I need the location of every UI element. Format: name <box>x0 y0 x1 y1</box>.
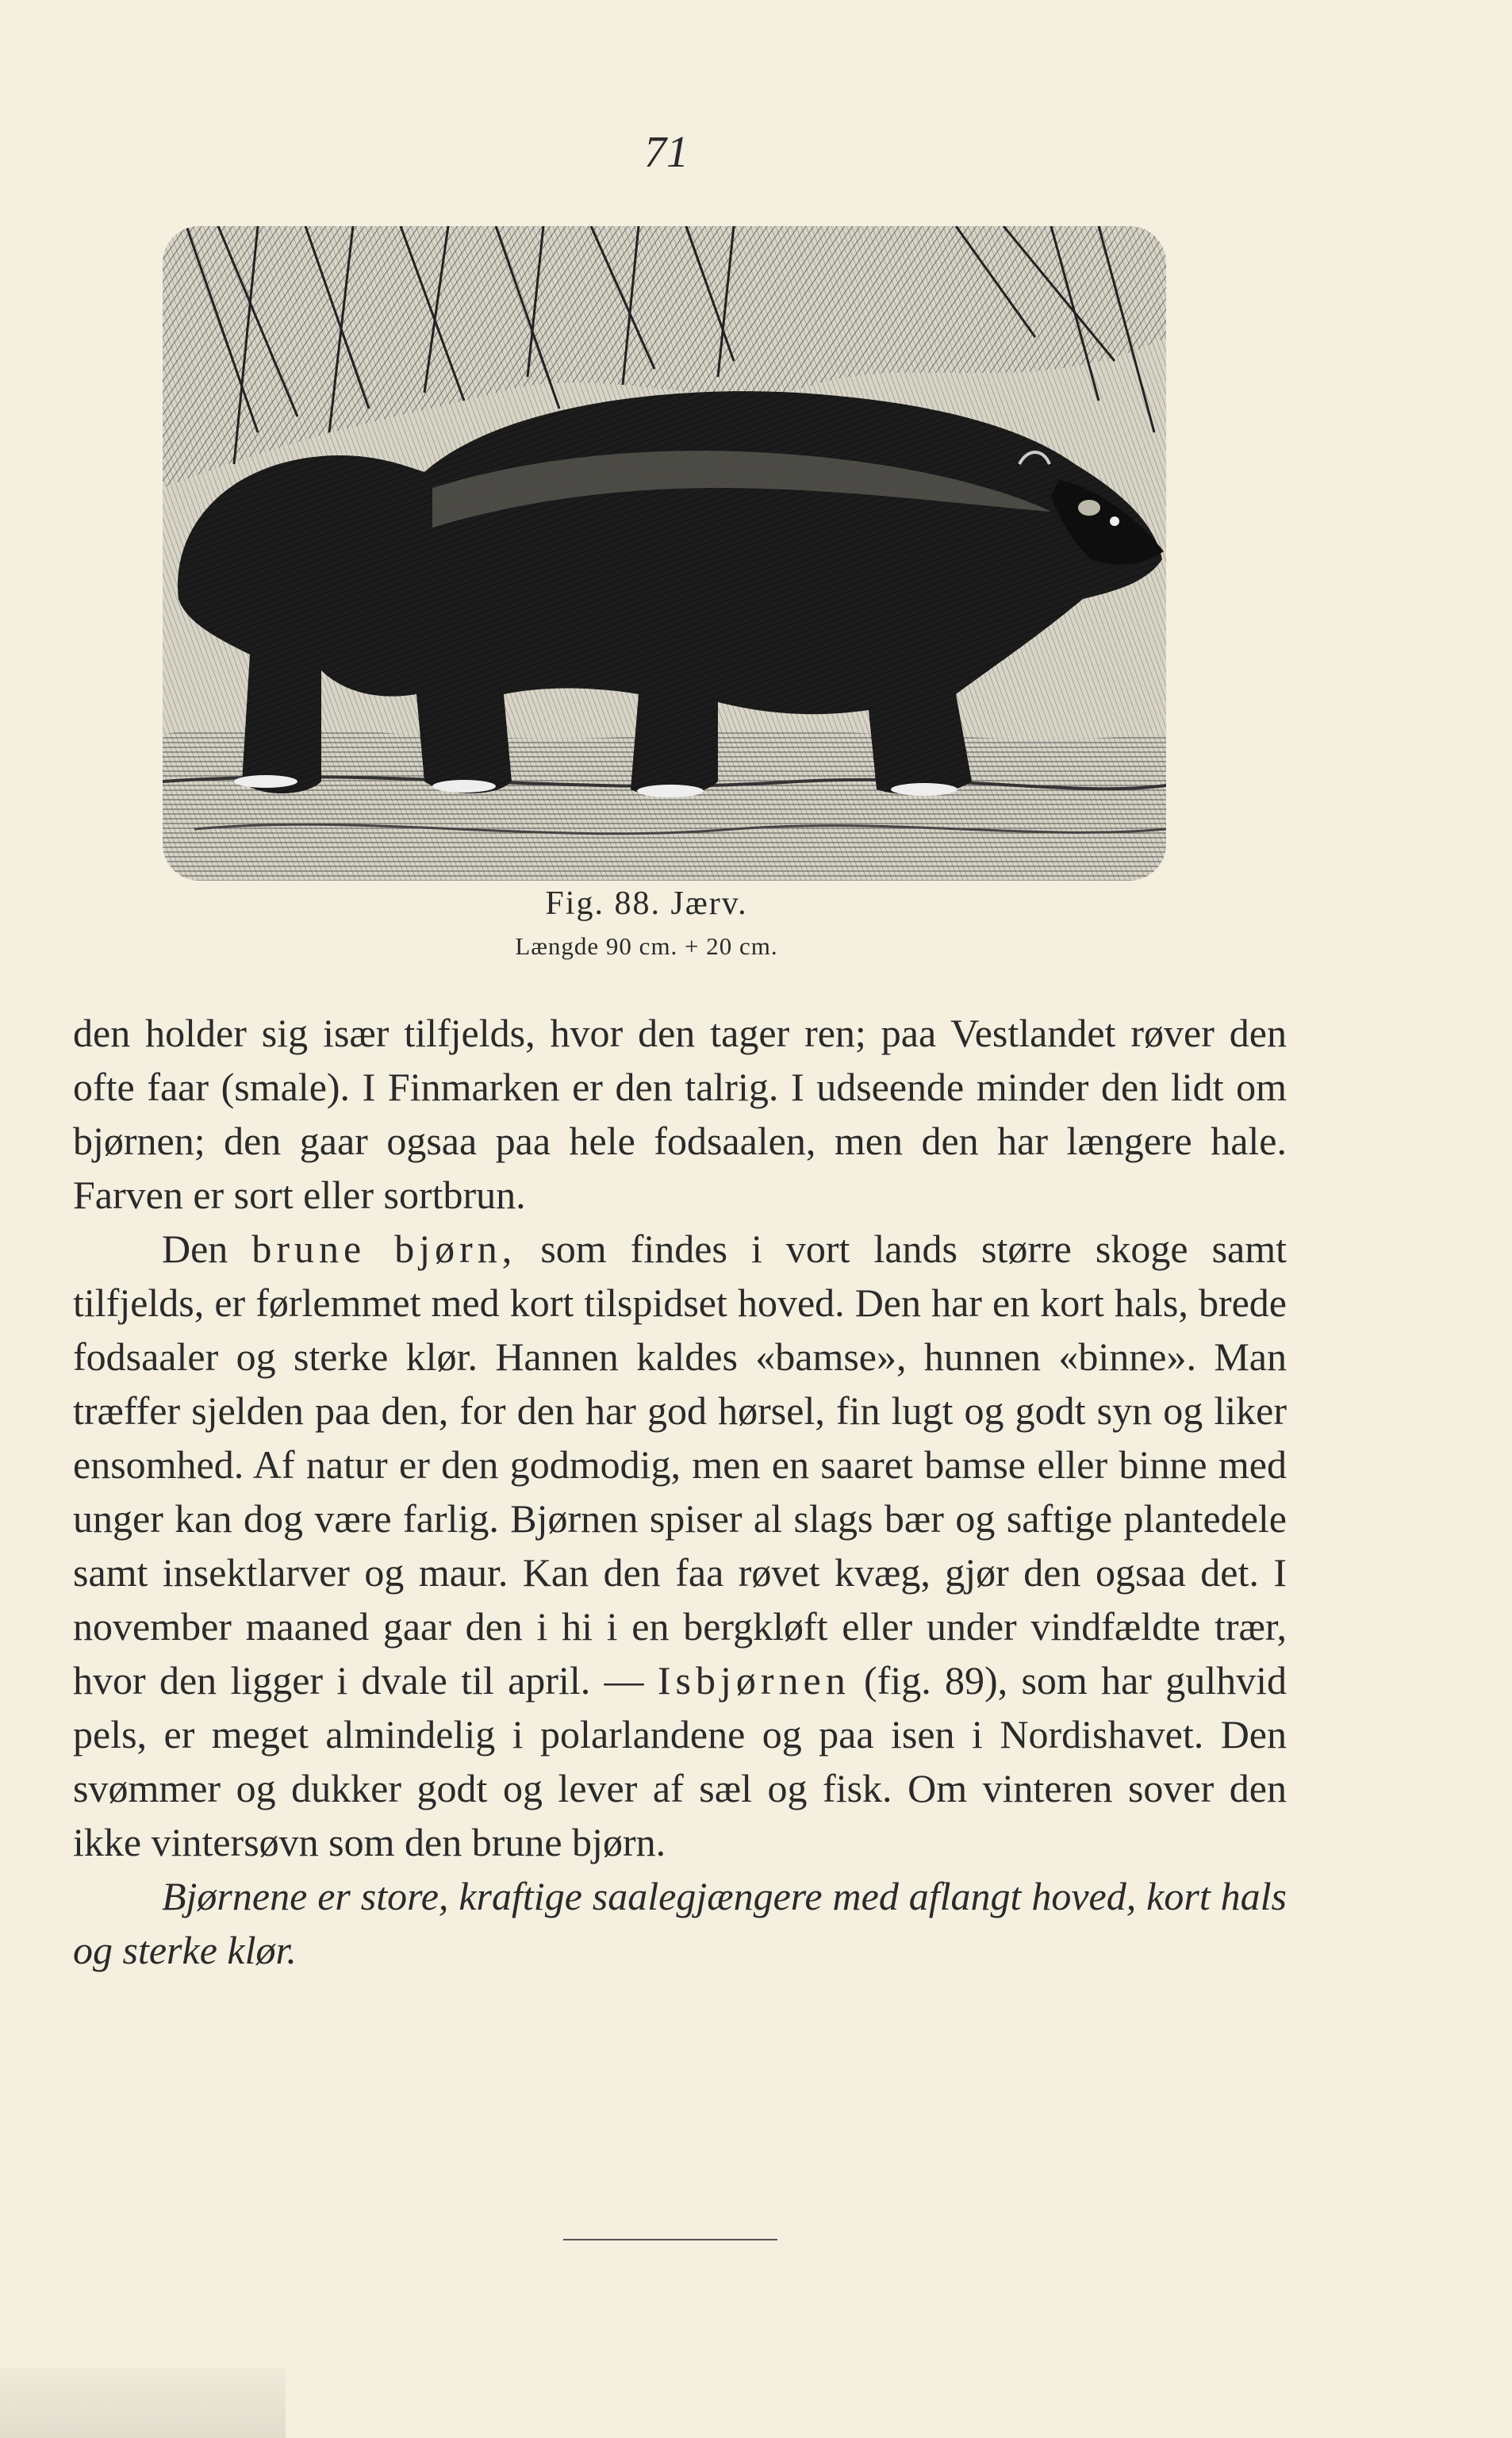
scan-edge <box>0 2368 286 2438</box>
figure-subcaption: Længde 90 cm. + 20 cm. <box>515 932 778 960</box>
summary-italic: Bjørnene er store, kraftige saalegjængere med aflangt hoved, kort hals og sterke klør. <box>73 1874 1287 1972</box>
figure-caption: Fig. 88. Jærv. <box>545 885 748 922</box>
wolverine-engraving-image <box>163 226 1166 881</box>
paragraph-2 <box>73 1222 1287 1869</box>
body-text <box>73 1006 1287 1977</box>
term-polar-bear: Isbjørnen <box>657 1658 850 1703</box>
page-number: 71 <box>644 128 689 177</box>
figure-illustration <box>163 226 1166 881</box>
term-brown-bear: brune bjørn, <box>251 1227 517 1271</box>
paragraph-2-text-b: (fig. 89), som har gulhvid pels, er meget almindelig i polarlandene og paa isen i Nordishavet. Den svømmer og dukker godt og lever af sæl og fisk. Om vinteren sover den ikke vintersøvn som den brune bjørn. <box>73 1658 1288 1864</box>
paragraph-2-text-a: som findes i vort lands større skoge samt tilfjelds, er førlemmet med kort tilspidset hoved. Den har en kort hals, brede fodsaaler og sterke klør. Hannen kaldes «bamse», hunnen «binne». Man træffer sjelden paa den, for den har god hørsel, fin lugt og godt syn og liker ensomhed. Af natur er den godmodig, men en saaret bamse eller binne med unger kan dog være farlig. Bjørnen spiser al slags bær og saftige plantedele samt insektlarver og maur. Kan den faa røvet kvæg, gjør den ogsaa det. I november maaned gaar den i hi i en bergkløft eller under vindfældte trær, hvor den ligger i dvale til april. — <box>73 1227 1288 1703</box>
paragraph-2-lead: Den <box>162 1227 228 1271</box>
paragraph-1: den holder sig især tilfjelds, hvor den tager ren; paa Vestlandet røver den ofte faar (smale). I Finmarken er den talrig. I udseende minder den lidt om bjørnen; den gaar ogsaa paa hele fodsaalen, men den har længere hale. Farven er sort eller sortbrun. <box>73 1011 1287 1217</box>
section-rule <box>563 2239 777 2240</box>
